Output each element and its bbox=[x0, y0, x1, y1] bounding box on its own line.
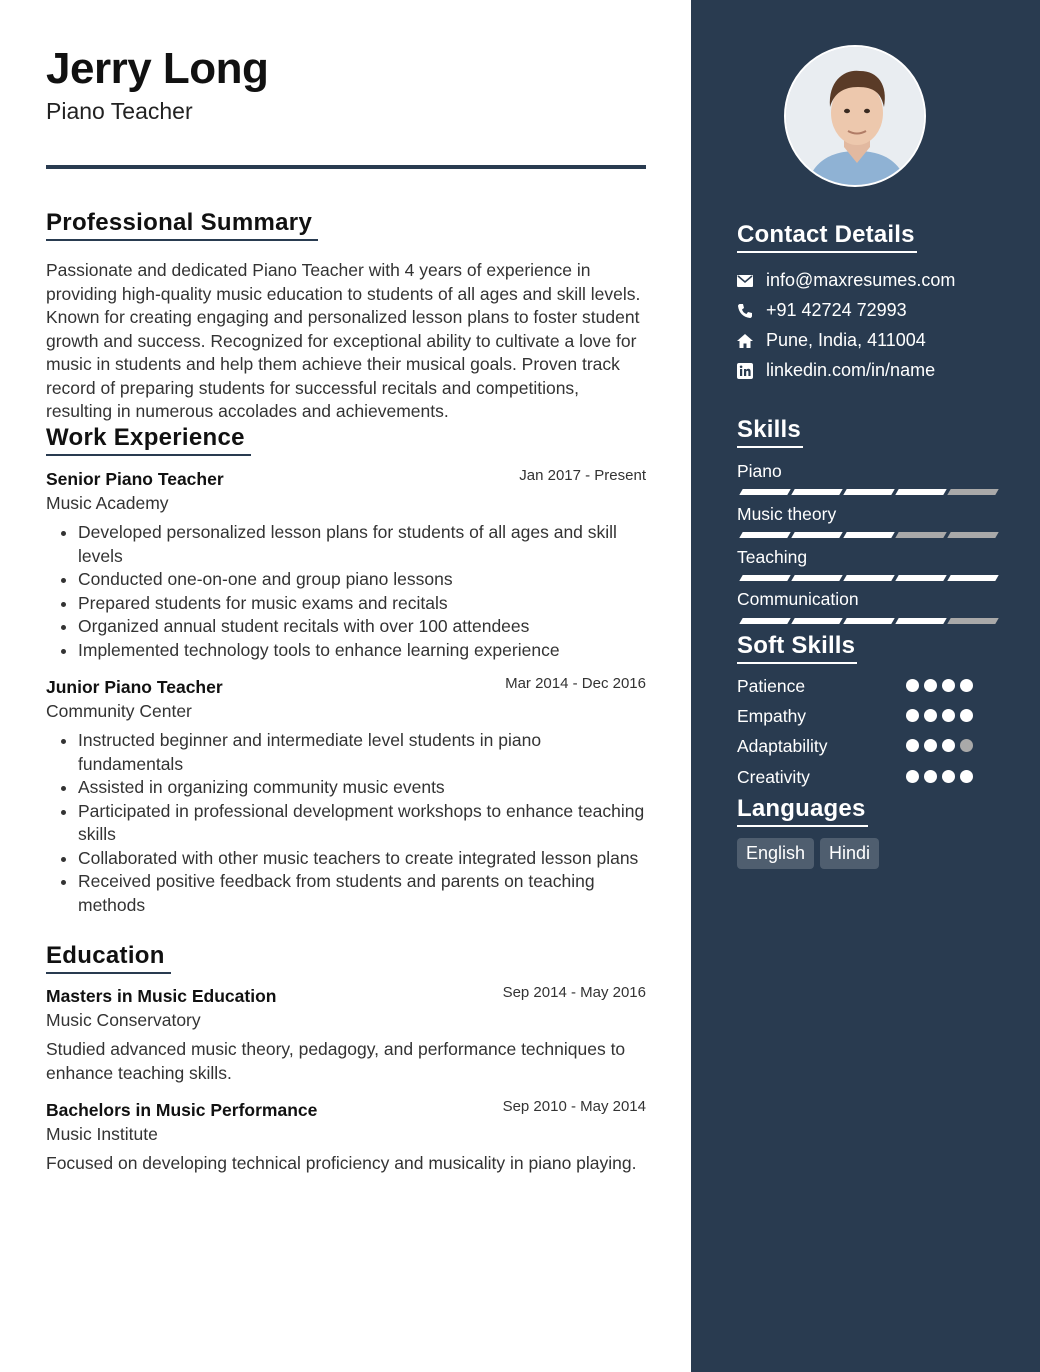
profile-photo bbox=[784, 45, 926, 187]
skill-segment-empty bbox=[947, 532, 998, 538]
skill-segment-empty bbox=[947, 489, 998, 495]
skill-label: Music theory bbox=[737, 504, 837, 524]
skill-rating-bar bbox=[737, 618, 993, 624]
envelope-icon bbox=[737, 273, 753, 289]
skill-segment-filled bbox=[895, 575, 946, 581]
degree-title: Bachelors in Music Performance bbox=[46, 1100, 318, 1120]
job-title: Senior Piano Teacher bbox=[46, 469, 224, 489]
soft-skills-heading: Soft Skills bbox=[737, 632, 857, 664]
list-item: • Prepared students for music exams and recitals bbox=[78, 592, 646, 616]
skill-segment-filled bbox=[739, 489, 790, 495]
candidate-name: Jerry Long bbox=[46, 44, 269, 93]
rating-dot-filled bbox=[906, 709, 919, 722]
contact-phone[interactable] bbox=[737, 300, 907, 321]
skill-segment-filled bbox=[843, 618, 894, 624]
home-icon bbox=[737, 333, 753, 349]
skill-rating-bar bbox=[737, 489, 993, 495]
contact-heading: Contact Details bbox=[737, 221, 917, 253]
soft-skill-label: Adaptability bbox=[737, 736, 828, 756]
skill-segment-filled bbox=[739, 532, 790, 538]
education-desc: Focused on developing technical proficiency and musicality in piano playing. bbox=[46, 1153, 637, 1173]
phone-icon bbox=[737, 303, 753, 319]
candidate-title: Piano Teacher bbox=[46, 98, 193, 124]
work-heading: Work Experience bbox=[46, 424, 251, 456]
contact-email[interactable] bbox=[737, 270, 955, 291]
rating-dot-filled bbox=[924, 679, 937, 692]
rating-dot-filled bbox=[960, 679, 973, 692]
education-desc: Studied advanced music theory, pedagogy, and performance techniques to enhance teaching skills. bbox=[46, 1039, 626, 1083]
job-entry bbox=[46, 677, 646, 917]
rating-dot-filled bbox=[942, 770, 955, 783]
skill-rating-bar bbox=[737, 575, 993, 581]
skill-segment-filled bbox=[791, 575, 842, 581]
education-entry bbox=[46, 986, 646, 1085]
rating-dot-empty bbox=[960, 739, 973, 752]
job-title: Junior Piano Teacher bbox=[46, 677, 223, 697]
list-item: • Developed personalized lesson plans for students of all ages and skill levels bbox=[78, 521, 646, 568]
skill-label: Teaching bbox=[737, 547, 808, 567]
phone-text: +91 42724 72993 bbox=[766, 300, 907, 320]
rating-dot-filled bbox=[960, 709, 973, 722]
job-date: Jan 2017 - Present bbox=[519, 467, 646, 484]
skills-heading: Skills bbox=[737, 416, 803, 448]
degree-title: Masters in Music Education bbox=[46, 986, 277, 1006]
list-item: • Instructed beginner and intermediate level students in piano fundamentals bbox=[78, 729, 646, 776]
rating-dot-filled bbox=[906, 770, 919, 783]
skill-segment-filled bbox=[739, 575, 790, 581]
list-item: • Organized annual student recitals with over 100 attendees bbox=[78, 615, 646, 639]
list-item: • Participated in professional development workshops to enhance teaching skills bbox=[78, 800, 646, 847]
skill-segment-filled bbox=[895, 618, 946, 624]
rating-dot-filled bbox=[942, 739, 955, 752]
sidebar bbox=[691, 0, 1040, 1372]
soft-skill-dots bbox=[906, 739, 973, 752]
portrait-illustration bbox=[786, 47, 926, 187]
soft-skill-label: Empathy bbox=[737, 706, 807, 726]
linkedin-icon bbox=[737, 363, 753, 379]
rating-dot-filled bbox=[942, 709, 955, 722]
skill-segment-filled bbox=[791, 489, 842, 495]
education-date: Sep 2014 - May 2016 bbox=[502, 984, 646, 1001]
rating-dot-filled bbox=[906, 679, 919, 692]
list-item: • Assisted in organizing community music events bbox=[78, 776, 646, 800]
skill-segment-filled bbox=[895, 489, 946, 495]
job-date: Mar 2014 - Dec 2016 bbox=[505, 675, 646, 692]
skill-segment-filled bbox=[791, 618, 842, 624]
rating-dot-filled bbox=[960, 770, 973, 783]
job-entry bbox=[46, 469, 646, 662]
school-name: Music Institute bbox=[46, 1124, 158, 1144]
soft-skill-dots bbox=[906, 679, 973, 692]
list-item: • Received positive feedback from students and parents on teaching methods bbox=[78, 870, 646, 917]
skill-segment-empty bbox=[947, 618, 998, 624]
rating-dot-filled bbox=[942, 679, 955, 692]
soft-skill-dots bbox=[906, 770, 973, 783]
skill-segment-filled bbox=[739, 618, 790, 624]
skill-label: Communication bbox=[737, 589, 859, 609]
job-org: Community Center bbox=[46, 701, 192, 721]
soft-skill-label: Creativity bbox=[737, 767, 810, 787]
job-org: Music Academy bbox=[46, 493, 169, 513]
header-divider bbox=[46, 165, 646, 169]
contact-address bbox=[737, 330, 926, 351]
list-item: • Implemented technology tools to enhance learning experience bbox=[78, 639, 646, 663]
language-badge: Hindi bbox=[820, 838, 879, 869]
rating-dot-filled bbox=[924, 709, 937, 722]
language-badge: English bbox=[737, 838, 814, 869]
rating-dot-filled bbox=[924, 739, 937, 752]
education-entry bbox=[46, 1100, 646, 1176]
summary-heading: Professional Summary bbox=[46, 209, 318, 241]
school-name: Music Conservatory bbox=[46, 1010, 201, 1030]
skill-segment-empty bbox=[895, 532, 946, 538]
education-date: Sep 2010 - May 2014 bbox=[502, 1098, 646, 1115]
skill-segment-filled bbox=[947, 575, 998, 581]
skill-rating-bar bbox=[737, 532, 993, 538]
skill-segment-filled bbox=[791, 532, 842, 538]
rating-dot-filled bbox=[906, 739, 919, 752]
skill-segment-filled bbox=[843, 575, 894, 581]
skill-segment-filled bbox=[843, 532, 894, 538]
job-bullets bbox=[46, 729, 646, 917]
contact-linkedin[interactable] bbox=[737, 360, 935, 381]
list-item: • Conducted one-on-one and group piano lessons bbox=[78, 568, 646, 592]
list-item: • Collaborated with other music teachers to create integrated lesson plans bbox=[78, 847, 646, 871]
rating-dot-filled bbox=[924, 770, 937, 783]
email-text: info@maxresumes.com bbox=[766, 270, 956, 290]
skill-label: Piano bbox=[737, 461, 782, 481]
education-heading: Education bbox=[46, 942, 171, 974]
soft-skill-label: Patience bbox=[737, 676, 806, 696]
summary-text: Passionate and dedicated Piano Teacher with 4 years of experience in providing high-quality music education to students of all ages and skill levels. Known for creating engaging and personalized lesson plans to foster student growth and success. Recognized for exceptional ability to cultivate a love for music in students and help them achieve their musical goals. Proven track record of preparing students for successful recitals and competitions, resulting in numerous accolades and achievements. bbox=[46, 260, 641, 421]
address-text: Pune, India, 411004 bbox=[766, 330, 926, 350]
job-bullets bbox=[46, 521, 646, 662]
languages-heading: Languages bbox=[737, 795, 868, 827]
soft-skill-dots bbox=[906, 709, 973, 722]
linkedin-text: linkedin.com/in/name bbox=[766, 360, 936, 380]
skill-segment-filled bbox=[843, 489, 894, 495]
